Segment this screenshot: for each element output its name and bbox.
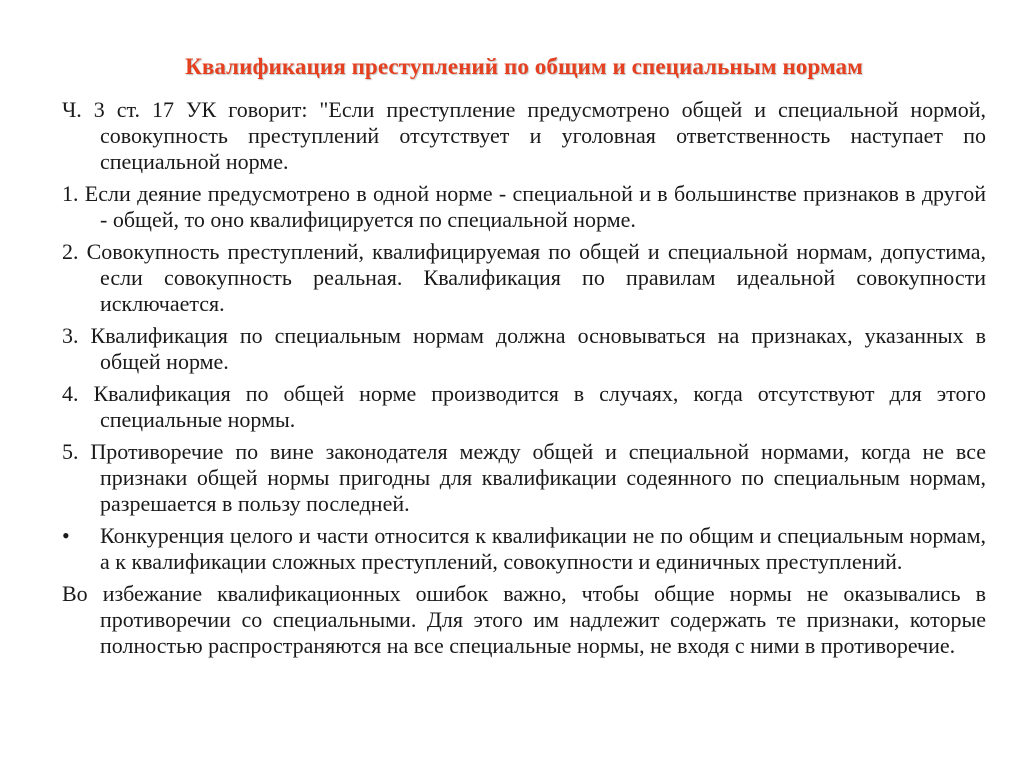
paragraph-intro: Ч. 3 ст. 17 УК говорит: "Если преступление предусмотрено общей и специальной нормой, совокупность преступлений отсутствует и уголовная ответственность наступает по специальной норме. bbox=[62, 97, 986, 174]
bullet-text: Конкуренция целого и части относится к квалификации не по общим и специальным нормам, а к квалификации сложных преступлений, совокупности и единичных преступлений. bbox=[100, 523, 986, 574]
paragraph-closing: Во избежание квалификационных ошибок важно, чтобы общие нормы не оказывались в противоречии со специальными. Для этого им надлежит содержать те признаки, которые полностью распространяются на все специальные нормы, не входя с ними в противоречие. bbox=[62, 581, 986, 658]
paragraph-rule-5: 5. Противоречие по вине законодателя между общей и специальной нормами, когда не все признаки общей нормы пригодны для квалификации содеянного по специальным нормам, разрешается в пользу последней. bbox=[62, 439, 986, 516]
bullet-item bbox=[62, 523, 986, 575]
paragraph-rule-3: 3. Квалификация по специальным нормам должна основываться на признаках, указанных в общей норме. bbox=[62, 323, 986, 374]
paragraph-rule-4: 4. Квалификация по общей норме производится в случаях, когда отсутствуют для этого специальные нормы. bbox=[62, 381, 986, 432]
slide bbox=[0, 52, 1024, 768]
bullet-icon: • bbox=[62, 523, 70, 548]
paragraph-rule-2: 2. Совокупность преступлений, квалифицируемая по общей и специальной нормам, допустима, если совокупность реальная. Квалификация по правилам идеальной совокупности исключается. bbox=[62, 239, 986, 316]
slide-title: Квалификация преступлений по общим и специальным нормам bbox=[185, 54, 863, 79]
slide-content bbox=[62, 97, 986, 659]
paragraph-rule-1: 1. Если деяние предусмотрено в одной норме - специальной и в большинстве признаков в другой - общей, то оно квалифицируется по специальной норме. bbox=[62, 181, 986, 232]
